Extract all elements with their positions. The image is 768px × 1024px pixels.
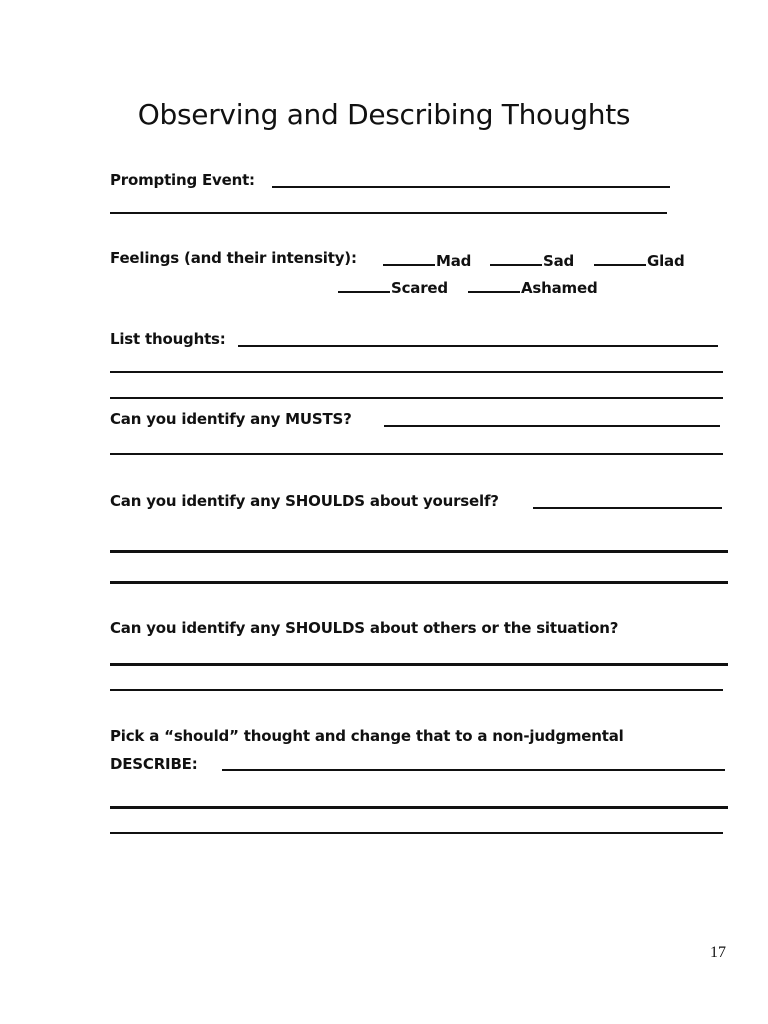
describe-label: DESCRIBE:: [110, 755, 198, 773]
feeling-mad[interactable]: [383, 249, 471, 270]
shoulds-others-line-2[interactable]: [110, 689, 723, 691]
mad-intensity-blank[interactable]: [383, 249, 435, 266]
describe-line-3[interactable]: [110, 832, 723, 834]
musts-label: Can you identify any MUSTS?: [110, 410, 352, 428]
sad-label: Sad: [543, 252, 575, 270]
shoulds-self-line-2[interactable]: [110, 550, 728, 553]
mad-label: Mad: [436, 252, 472, 270]
list-thoughts-label: List thoughts:: [110, 330, 226, 348]
feeling-ashamed[interactable]: [468, 276, 597, 297]
scared-intensity-blank[interactable]: [338, 276, 390, 293]
glad-intensity-blank[interactable]: [594, 249, 646, 266]
shoulds-others-line-1[interactable]: [110, 663, 728, 666]
page-number: 17: [710, 944, 726, 961]
describe-line-2[interactable]: [110, 806, 728, 809]
feelings-label: Feelings (and their intensity):: [110, 249, 357, 267]
prompting-event-line-2[interactable]: [110, 212, 667, 214]
shoulds-self-line-3[interactable]: [110, 581, 728, 584]
prompting-event-label: Prompting Event:: [110, 171, 255, 189]
scared-label: Scared: [391, 279, 448, 297]
prompting-event-field[interactable]: [272, 186, 670, 188]
shoulds-others-label: Can you identify any SHOULDS about others or the situation?: [110, 619, 619, 637]
ashamed-intensity-blank[interactable]: [468, 276, 520, 293]
feeling-sad[interactable]: [490, 249, 574, 270]
musts-line-2[interactable]: [110, 453, 723, 455]
feeling-scared[interactable]: [338, 276, 448, 297]
list-thoughts-line-2[interactable]: [110, 371, 723, 373]
shoulds-self-label: Can you identify any SHOULDS about yourself?: [110, 492, 499, 510]
list-thoughts-field[interactable]: [238, 345, 718, 347]
pick-should-label: Pick a “should” thought and change that to a non-judgmental: [110, 727, 624, 745]
feeling-glad[interactable]: [594, 249, 685, 270]
list-thoughts-line-3[interactable]: [110, 397, 723, 399]
sad-intensity-blank[interactable]: [490, 249, 542, 266]
glad-label: Glad: [647, 252, 685, 270]
page-title: Observing and Describing Thoughts: [137, 98, 631, 131]
describe-field[interactable]: [222, 769, 725, 771]
shoulds-self-field[interactable]: [533, 507, 722, 509]
ashamed-label: Ashamed: [521, 279, 598, 297]
musts-field[interactable]: [384, 425, 720, 427]
